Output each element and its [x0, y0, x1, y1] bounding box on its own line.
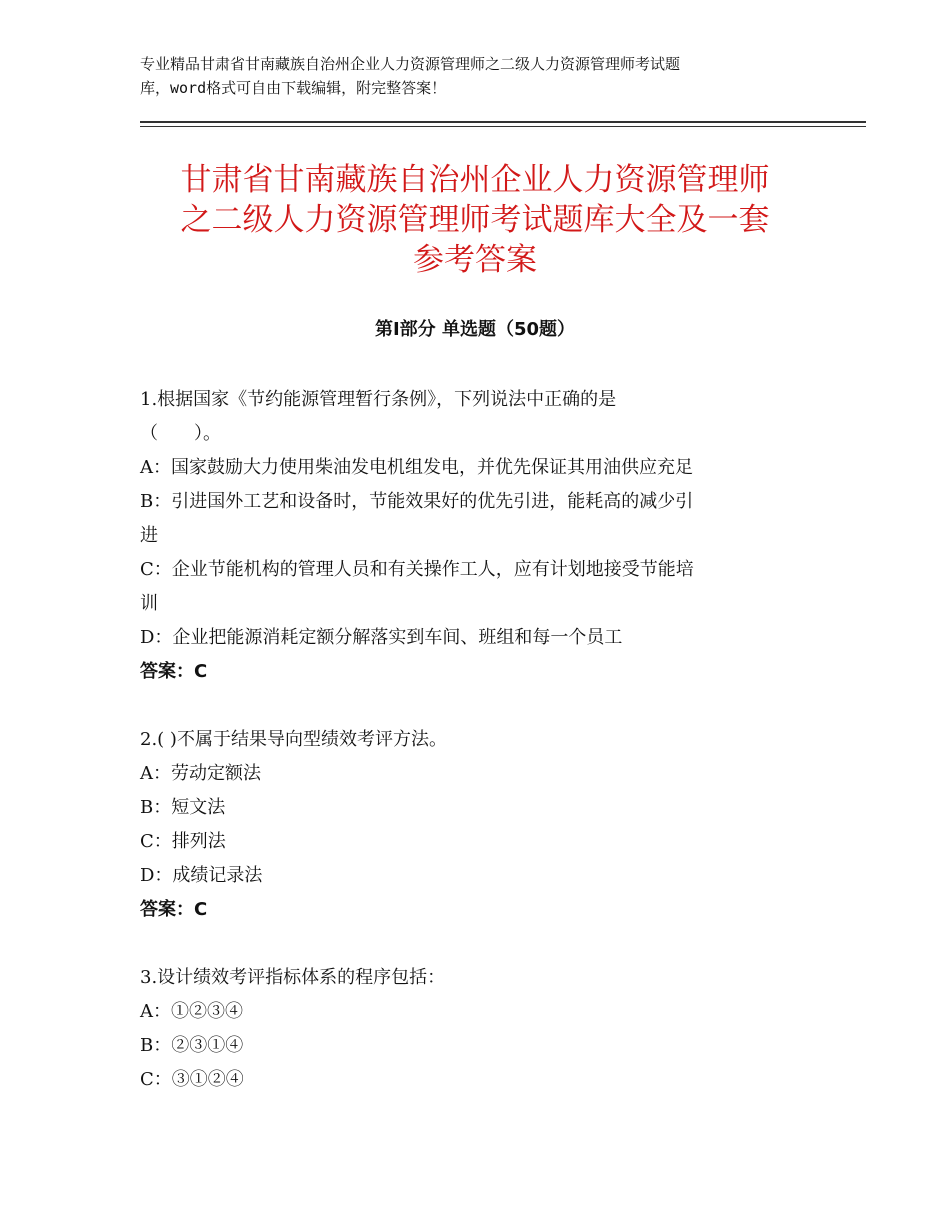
question-list	[140, 383, 810, 1097]
option-c: C：③①②④	[140, 1069, 244, 1090]
header-line-2: 库，word格式可自由下载编辑，附完整答案！	[140, 79, 447, 97]
document-title	[120, 160, 830, 280]
spacer	[140, 689, 810, 723]
option-d: D：成绩记录法	[140, 865, 263, 886]
header-divider-thick	[140, 121, 866, 123]
option-c: C：企业节能机构的管理人员和有关操作工人，应有计划地接受节能培	[140, 559, 694, 580]
title-line-1: 甘肃省甘南藏族自治州企业人力资源管理师	[180, 162, 770, 198]
question-stem-cont: （ ）。	[140, 423, 221, 444]
question-stem: 3.设计绩效考评指标体系的程序包括：	[140, 967, 446, 988]
question-2	[140, 723, 810, 927]
option-b-cont: 进	[140, 525, 158, 546]
header-divider-thin	[140, 126, 866, 127]
question-stem: 1.根据国家《节约能源管理暂行条例》，下列说法中正确的是	[140, 389, 617, 410]
option-b: B：引进国外工艺和设备时，节能效果好的优先引进，能耗高的减少引	[140, 491, 694, 512]
option-a: A：国家鼓励大力使用柴油发电机组发电，并优先保证其用油供应充足	[140, 457, 693, 478]
title-line-3: 参考答案	[413, 242, 537, 278]
spacer	[140, 927, 810, 961]
option-b: B：短文法	[140, 797, 226, 818]
section-heading: 第Ⅰ部分 单选题（50题）	[374, 319, 575, 340]
option-b: B：②③①④	[140, 1035, 244, 1056]
option-d: D：企业把能源消耗定额分解落实到车间、班组和每一个员工	[140, 627, 623, 648]
answer: 答案：C	[140, 899, 208, 920]
option-a: A：①②③④	[140, 1001, 243, 1022]
header-line-1: 专业精品甘肃省甘南藏族自治州企业人力资源管理师之二级人力资源管理师考试题	[140, 55, 681, 73]
title-line-2: 之二级人力资源管理师考试题库大全及一套	[180, 202, 770, 238]
question-3	[140, 961, 810, 1097]
answer: 答案：C	[140, 661, 208, 682]
option-a: A：劳动定额法	[140, 763, 261, 784]
option-c-cont: 训	[140, 593, 158, 614]
question-1	[140, 383, 810, 689]
document-header	[140, 52, 830, 100]
question-stem: 2.( )不属于结果导向型绩效考评方法。	[140, 729, 447, 750]
option-c: C：排列法	[140, 831, 226, 852]
